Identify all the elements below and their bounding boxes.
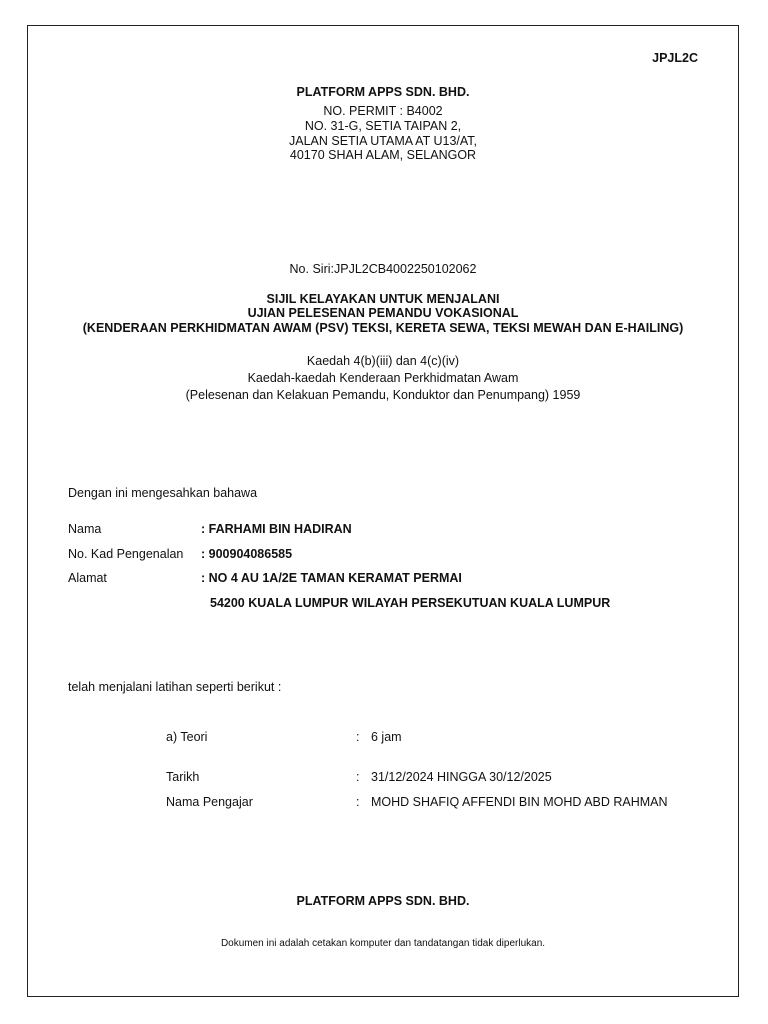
form-code: JPJL2C	[652, 51, 698, 65]
address-line-1: : NO 4 AU 1A/2E TAMAN KERAMAT PERMAI	[201, 571, 462, 585]
date-value: 31/12/2024 HINGGA 30/12/2025	[371, 770, 552, 784]
training-intro: telah menjalani latihan seperti berikut :	[68, 680, 282, 694]
ic-value: : 900904086585	[201, 547, 293, 561]
address-label: Alamat	[68, 571, 107, 585]
company-permit: NO. PERMIT : B4002	[323, 104, 443, 118]
name-value: : FARHAMI BIN HADIRAN	[201, 522, 352, 536]
company-address-line-1: NO. 31-G, SETIA TAIPAN 2,	[304, 119, 462, 133]
theory-value: 6 jam	[371, 730, 402, 744]
instructor-colon: :	[356, 795, 360, 809]
certificate-title-line-3: (KENDERAAN PERKHIDMATAN AWAM (PSV) TEKSI, KERETA SEWA, TEKSI MEWAH DAN E-HAILING)	[82, 321, 684, 335]
certificate-title-line-1: SIJIL KELAYAKAN UNTUK MENJALANI	[266, 292, 500, 306]
address-line-2: 54200 KUALA LUMPUR WILAYAH PERSEKUTUAN KUALA LUMPUR	[210, 596, 611, 610]
date-label: Tarikh	[166, 770, 200, 784]
certification-intro: Dengan ini mengesahkan bahawa	[68, 486, 258, 500]
instructor-label: Nama Pengajar	[166, 795, 253, 809]
regulation-line-2: Kaedah-kaedah Kenderaan Perkhidmatan Awam	[247, 371, 519, 385]
ic-label: No. Kad Pengenalan	[68, 547, 184, 561]
theory-label: a) Teori	[166, 730, 208, 744]
company-address-line-3: 40170 SHAH ALAM, SELANGOR	[289, 148, 477, 162]
company-name: PLATFORM APPS SDN. BHD.	[296, 85, 470, 99]
serial-number: No. Siri:JPJL2CB4002250102062	[289, 262, 477, 276]
footer-note: Dokumen ini adalah cetakan komputer dan tandatangan tidak diperlukan.	[220, 938, 546, 949]
document-border	[27, 25, 739, 997]
name-label: Nama	[68, 522, 102, 536]
regulation-line-1: Kaedah 4(b)(iii) dan 4(c)(iv)	[306, 354, 460, 368]
instructor-value: MOHD SHAFIQ AFFENDI BIN MOHD ABD RAHMAN	[371, 795, 668, 809]
footer-company-name: PLATFORM APPS SDN. BHD.	[296, 894, 470, 908]
date-colon: :	[356, 770, 360, 784]
certificate-title-line-2: UJIAN PELESENAN PEMANDU VOKASIONAL	[247, 306, 519, 320]
regulation-line-3: (Pelesenan dan Kelakuan Pemandu, Konduktor dan Penumpang) 1959	[185, 388, 581, 402]
theory-colon: :	[356, 730, 360, 744]
company-address-line-2: JALAN SETIA UTAMA AT U13/AT,	[288, 134, 478, 148]
